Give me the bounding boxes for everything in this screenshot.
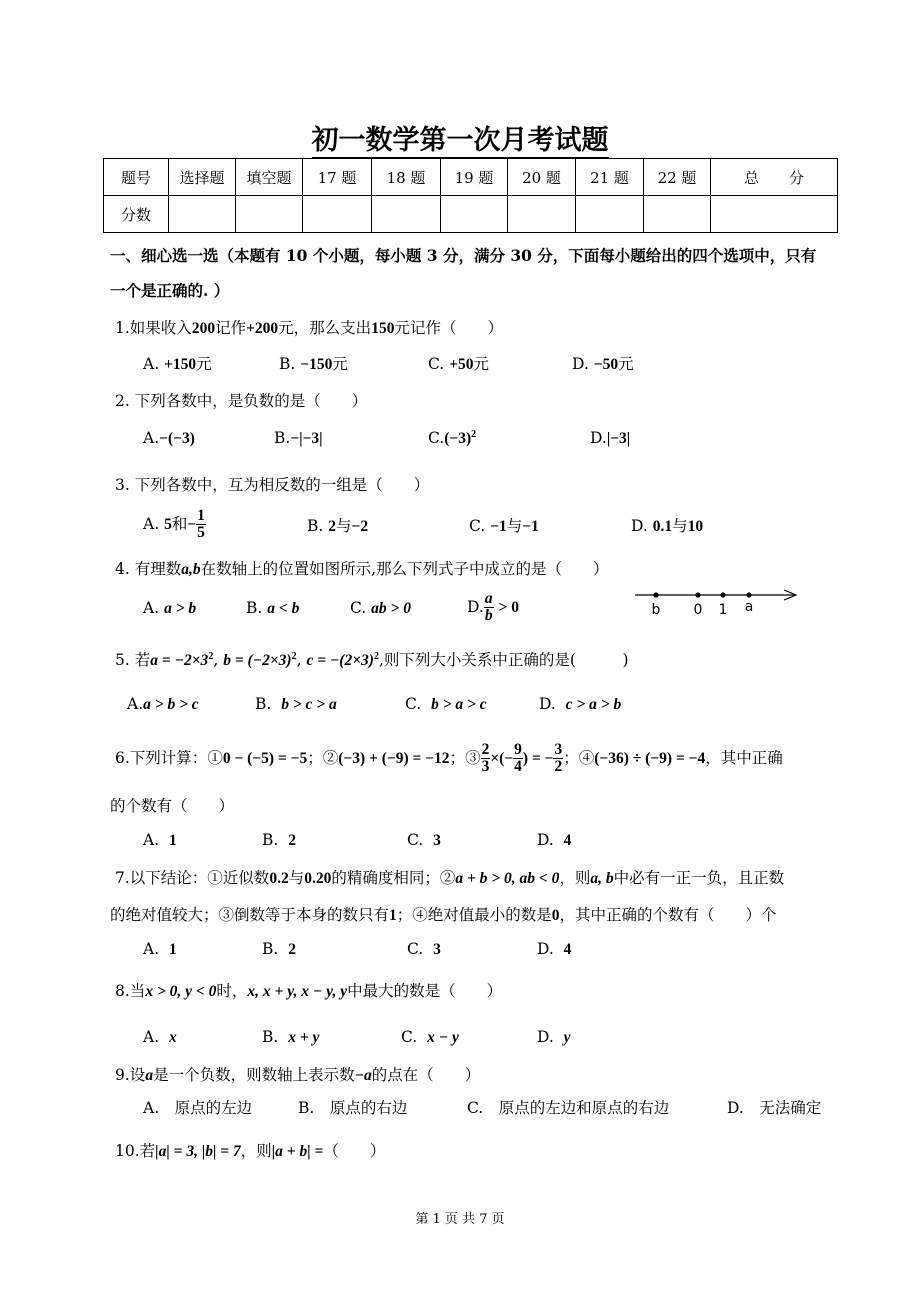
score-cell[interactable] xyxy=(169,196,236,233)
question-4-stem: 4. 有理数a,b在数轴上的位置如图所示,那么下列式子中成立的是（ ） xyxy=(115,560,609,578)
point-one xyxy=(720,592,725,597)
question-number: 4. xyxy=(115,560,130,578)
option-c[interactable]: C. 3 xyxy=(407,940,441,958)
axis-label-zero: 0 xyxy=(693,602,703,618)
option-c[interactable]: C. 原点的左边和原点的右边 xyxy=(467,1099,670,1117)
option-c[interactable]: C. 3 xyxy=(407,831,441,849)
question-number: 8. xyxy=(115,982,130,1000)
question-number: 7. xyxy=(115,869,130,887)
point-a xyxy=(746,592,751,597)
score-cell[interactable] xyxy=(236,196,303,233)
option-c[interactable]: $C.(-3)^2$ xyxy=(428,429,477,448)
option-b[interactable]: B. x + y xyxy=(262,1028,320,1046)
question-1-stem: 1.如果收入200记作+200元，那么支出150元记作（ ） xyxy=(115,319,503,337)
option-c[interactable]: C. +50元 xyxy=(428,355,490,373)
axis-label-a: a xyxy=(744,599,754,615)
section-instructions-line1: 一、细心选一选（本题有 10 个小题，每小题 3 分，满分 30 分，下面每小题给出的四个选项中，只有 xyxy=(110,246,817,265)
question-9-stem: 9.设a是一个负数，则数轴上表示数−a的点在（ ） xyxy=(115,1066,481,1084)
option-a[interactable]: A. +150元 xyxy=(143,355,212,373)
option-b[interactable]: B.−|−3| xyxy=(274,429,323,447)
option-a[interactable]: A. 5和− $\frac{1}{5}$ xyxy=(143,507,205,542)
score-cell[interactable] xyxy=(303,196,372,233)
score-table xyxy=(103,158,838,233)
score-header-cell: 题号 xyxy=(104,159,169,196)
option-b[interactable]: B. 2与−2 xyxy=(307,517,369,535)
option-d[interactable]: D. 4 xyxy=(537,831,572,849)
axis-label-b: b xyxy=(651,602,661,618)
option-c[interactable]: C. x − y xyxy=(401,1028,459,1046)
option-c[interactable]: C. ab > 0 xyxy=(350,599,412,617)
axis-label-one: 1 xyxy=(718,602,728,618)
score-cell[interactable] xyxy=(508,196,576,233)
option-d[interactable]: D. 4 xyxy=(537,940,572,958)
question-number: 9. xyxy=(115,1066,130,1084)
score-cell[interactable] xyxy=(711,196,838,233)
option-b[interactable]: B. 2 xyxy=(262,831,296,849)
score-table-header-row xyxy=(104,159,838,196)
option-a[interactable]: A. a > b xyxy=(143,599,197,617)
score-table-score-row xyxy=(104,196,838,233)
score-cell[interactable] xyxy=(441,196,508,233)
question-2-stem: 2. 下列各数中，是负数的是（ ） xyxy=(115,392,368,410)
question-6-stem-line2: 的个数有（ ） xyxy=(110,797,235,815)
score-row-label: 分数 xyxy=(104,196,169,233)
page-footer: 第 1 页 共 7 页 xyxy=(415,1212,505,1227)
score-header-cell: 填空题 xyxy=(236,159,303,196)
question-3-stem: 3. 下列各数中，互为相反数的一组是（ ） xyxy=(115,476,430,494)
score-header-cell: 22 题 xyxy=(644,159,711,196)
section-instructions-line2: 一个是正确的. ） xyxy=(110,281,230,300)
point-b xyxy=(653,592,658,597)
option-a[interactable]: A. x xyxy=(143,1028,177,1046)
option-b[interactable]: B. a < b xyxy=(246,599,300,617)
question-5-stem: 5. 若$a = -2\times 3^2$, $b = (-2\times 3)^2$, $c = -(2\times 3)^2$,则下列大小关系中正确的是( ) xyxy=(115,650,629,669)
option-d[interactable]: D. 0.1与10 xyxy=(631,517,704,535)
score-header-cell: 21 题 xyxy=(576,159,644,196)
option-b[interactable]: B. 2 xyxy=(262,940,296,958)
option-c[interactable]: C. b > a > c xyxy=(405,695,487,713)
option-b[interactable]: B. b > c > a xyxy=(255,695,337,713)
question-number: 1. xyxy=(115,319,130,337)
option-d[interactable]: D. $\frac{a}{b}$ > 0 xyxy=(467,590,519,625)
option-d[interactable]: D. 无法确定 xyxy=(727,1099,822,1117)
point-zero xyxy=(695,592,700,597)
option-d[interactable]: D.|−3| xyxy=(590,429,631,447)
option-c[interactable]: C. −1与−1 xyxy=(469,517,539,535)
score-cell[interactable] xyxy=(576,196,644,233)
score-header-cell: 17 题 xyxy=(303,159,372,196)
score-header-cell: 18 题 xyxy=(372,159,441,196)
question-number: 6. xyxy=(115,748,130,767)
question-8-stem: 8.当x > 0, y < 0时，x, x + y, x − y, y中最大的数是（ ） xyxy=(115,982,503,1000)
option-a[interactable]: A. 1 xyxy=(143,940,177,958)
question-number: 5. xyxy=(115,651,130,669)
question-number: 10. xyxy=(115,1142,140,1160)
option-d[interactable]: D. −50元 xyxy=(572,355,634,373)
question-10-stem: 10.若|a| = 3, |b| = 7，则|a + b| =（ ） xyxy=(115,1142,386,1160)
option-a[interactable]: A.−(−3) xyxy=(143,429,195,447)
question-number: 3. xyxy=(115,476,130,494)
question-7-stem: 7.以下结论：①近似数0.2与0.20的精确度相同；②a + b > 0, ab < 0，则a, b中必有一正一负，且正数 xyxy=(115,869,785,887)
score-header-cell: 选择题 xyxy=(169,159,236,196)
page-title: 初一数学第一次月考试题 xyxy=(0,118,920,157)
question-7-stem-line2: 的绝对值较大；③倒数等于本身的数只有1；④绝对值最小的数是0，其中正确的个数有（ ）个 xyxy=(110,906,777,924)
option-a[interactable]: A. 1 xyxy=(143,831,177,849)
score-cell[interactable] xyxy=(644,196,711,233)
option-a[interactable]: A. 原点的左边 xyxy=(143,1099,253,1117)
option-d[interactable]: D. c > a > b xyxy=(539,695,622,713)
number-line-figure xyxy=(620,580,805,620)
score-header-cell: 总 分 xyxy=(711,159,838,196)
question-6-stem: 6.下列计算：①0 − (−5) = −5；②(−3) + (−9) = −12；③ $\frac{2}{3}$ ×(− $\frac{9}{4}$ ) = − $\frac{3}{2}$ ；④(−36) ÷ (−9) = −4，其中正确 xyxy=(115,741,783,776)
score-cell[interactable] xyxy=(372,196,441,233)
option-b[interactable]: B. 原点的右边 xyxy=(298,1099,408,1117)
score-header-cell: 19 题 xyxy=(441,159,508,196)
option-a[interactable]: A.a > b > c xyxy=(127,695,199,713)
question-number: 2. xyxy=(115,392,130,410)
option-d[interactable]: D. y xyxy=(537,1028,571,1046)
score-header-cell: 20 题 xyxy=(508,159,576,196)
option-b[interactable]: B. −150元 xyxy=(279,355,348,373)
